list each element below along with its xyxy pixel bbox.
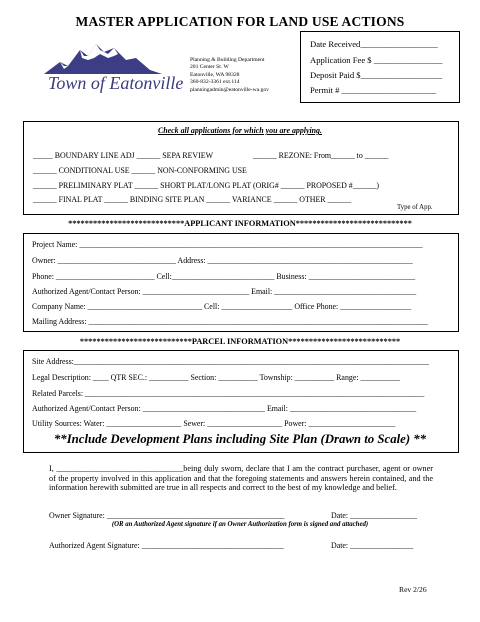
department-address bbox=[190, 57, 269, 94]
address-line: Planning & Building Department bbox=[190, 57, 265, 63]
project-name-field[interactable]: Project Name: _______________________________________________________________________________________ bbox=[32, 240, 423, 249]
application-option-row[interactable]: ______ FINAL PLAT ______ BINDING SITE PLAN ______ VARIANCE ______ OTHER ______ bbox=[33, 195, 352, 204]
revision-label: Rev 2/26 bbox=[399, 585, 427, 594]
related-parcels-field[interactable]: Related Parcels: ______________________________________________________________________________________ bbox=[32, 389, 425, 398]
type-of-app-label: Type of App. bbox=[397, 204, 433, 211]
office-use-box bbox=[300, 31, 460, 103]
form-title: MASTER APPLICATION FOR LAND USE ACTIONS bbox=[75, 14, 405, 29]
owner-authorization-note: (OR an Authorized Agent signature if an Owner Authorization form is signed and attached) bbox=[111, 521, 369, 528]
utility-sources-field[interactable]: Utility Sources: Water: ___________________ Sewer: ___________________ Power: ______________________ bbox=[32, 419, 396, 428]
agent-contact-field[interactable]: Authorized Agent/Contact Person: ___________________________ Email: ____________________________________ bbox=[32, 287, 417, 296]
application-option-row[interactable]: _____ BOUNDARY LINE ADJ ______ SEPA REVIEW bbox=[33, 151, 214, 160]
email-link[interactable]: planningadmin@eatonville-wa.gov bbox=[190, 86, 269, 93]
permit-number-field[interactable]: Permit # ______________________ bbox=[310, 85, 437, 95]
address-line: 201 Center St. W bbox=[190, 64, 229, 71]
owner-field[interactable]: Owner: ______________________________ Address: ____________________________________________________ bbox=[32, 256, 413, 265]
applications-heading: Check all applications for which you are applying. bbox=[158, 126, 322, 135]
declaration-text: I, _______________________________being duly sworn, declare that I am the contract purchaser, agent or owner of the property involved in this application and that the foregoing statements and answers herein contained, and the information herewith submitted are true in all respects and correct to the best of my knowledge and belief. bbox=[49, 464, 433, 493]
phone-field[interactable]: Phone: _________________________ Cell:__________________________ Business: ___________________________ bbox=[32, 272, 416, 281]
company-name-field[interactable]: Company Name: _____________________________ Cell: __________________ Office Phone: __________________ bbox=[32, 302, 412, 311]
legal-description-field[interactable]: Legal Description: ____ QTR SEC.: __________ Section: __________ Township: __________ Range: __________ bbox=[32, 373, 400, 382]
application-option-row[interactable]: ______ REZONE: From______ to ______ bbox=[253, 151, 389, 160]
logo-text: Town of Eatonville bbox=[48, 73, 184, 93]
application-option-row[interactable]: ______ PRELIMINARY PLAT ______ SHORT PLAT/LONG PLAT (ORIG# ______ PROPOSED #______) bbox=[33, 181, 380, 190]
address-line: Eatonville, WA 98328 bbox=[190, 71, 240, 78]
parcel-agent-field[interactable]: Authorized Agent/Contact Person: _______________________________ Email: ________________________________ bbox=[32, 404, 417, 413]
owner-signature-field[interactable]: Owner Signature: _____________________________________________ bbox=[49, 511, 285, 520]
agent-date-field[interactable]: Date: ________________ bbox=[331, 541, 414, 550]
owner-date-field[interactable]: Date: _________________ bbox=[331, 511, 418, 520]
deposit-paid-field[interactable]: Deposit Paid $___________________ bbox=[310, 70, 443, 80]
agent-signature-field[interactable]: Authorized Agent Signature: ____________________________________ bbox=[49, 541, 284, 550]
mailing-address-field[interactable]: Mailing Address: ______________________________________________________________________________________ bbox=[32, 317, 428, 326]
date-received-field[interactable]: Date Received__________________ bbox=[310, 39, 438, 49]
development-plans-note: **Include Development Plans including Site Plan (Drawn to Scale) ** bbox=[53, 432, 427, 446]
address-line: 360-832-3361 ext.114 bbox=[190, 79, 240, 86]
application-option-row[interactable]: ______ CONDITIONAL USE ______ NON-CONFORMING USE bbox=[33, 166, 247, 175]
parcel-heading: ***************************PARCEL INFORMATION*************************** bbox=[79, 337, 401, 346]
site-address-field[interactable]: Site Address:__________________________________________________________________________________________ bbox=[32, 357, 429, 366]
application-fee-field[interactable]: Application Fee $ ________________ bbox=[310, 55, 443, 65]
applicant-heading: ****************************APPLICANT INFORMATION**************************** bbox=[68, 219, 412, 228]
